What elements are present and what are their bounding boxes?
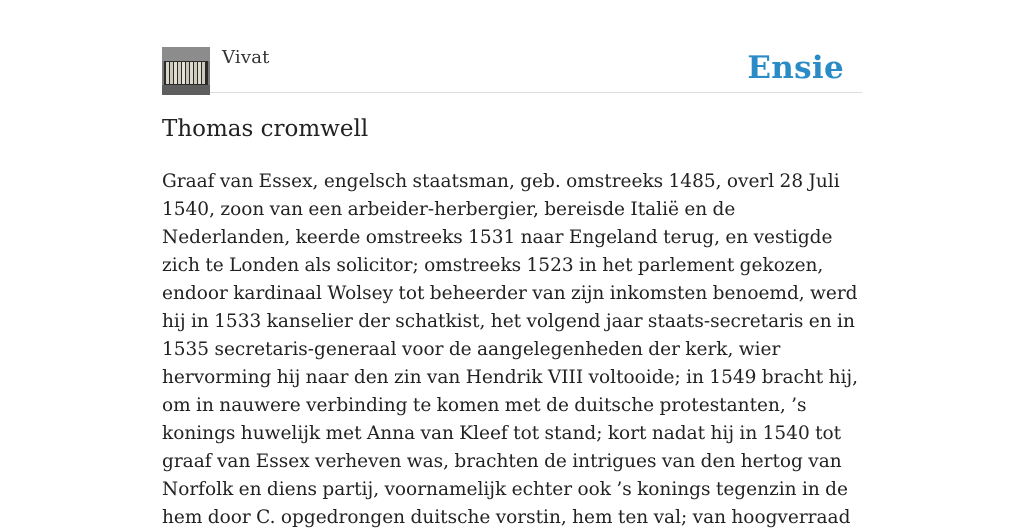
article-body: Graaf van Essex, engelsch staatsman, geb. omstreeks 1485, overl 28 Juli 1540, zoon van een arbeider-herbergier, bereisde Italië en de Nederlanden, keerde omstreeks 1531 naar Engeland terug, en vestigde zich te Londen als solicitor; omstreeks 1523 in het parlement gekozen, endoor kardinaal Wolsey tot beheerder van zijn inkomsten benoemd, werd hij in 1533 kanselier der schatkist, het volgend jaar staats-secretaris en in 1535 secretaris-generaal voor de aangelegenheden der kerk, wier hervorming hij naar den zin van Hendrik VIII voltooide; in 1549 bracht hij, om in nauwere verbinding te komen met de duitsche protestanten, ’s konings huwelijk met Anna van Kleef tot stand; kort nadat hij in 1540 tot graaf van Essex verheven was, brachten de intrigues van den hertog van Norfolk en diens partij, voornamelijk echter ook ’s konings tegenzin in de hem door C. opgedrongen duitsche vorstin, hem ten val; van hoogverraad (162, 171, 859, 528)
article-header (162, 0, 862, 93)
article-container (162, 0, 862, 528)
book-spines-icon (162, 47, 210, 95)
avatar[interactable] (162, 47, 210, 95)
source-name[interactable]: Vivat (222, 47, 270, 68)
page-title: Thomas cromwell (162, 116, 369, 142)
brand-logo[interactable]: Ensie (747, 50, 844, 86)
